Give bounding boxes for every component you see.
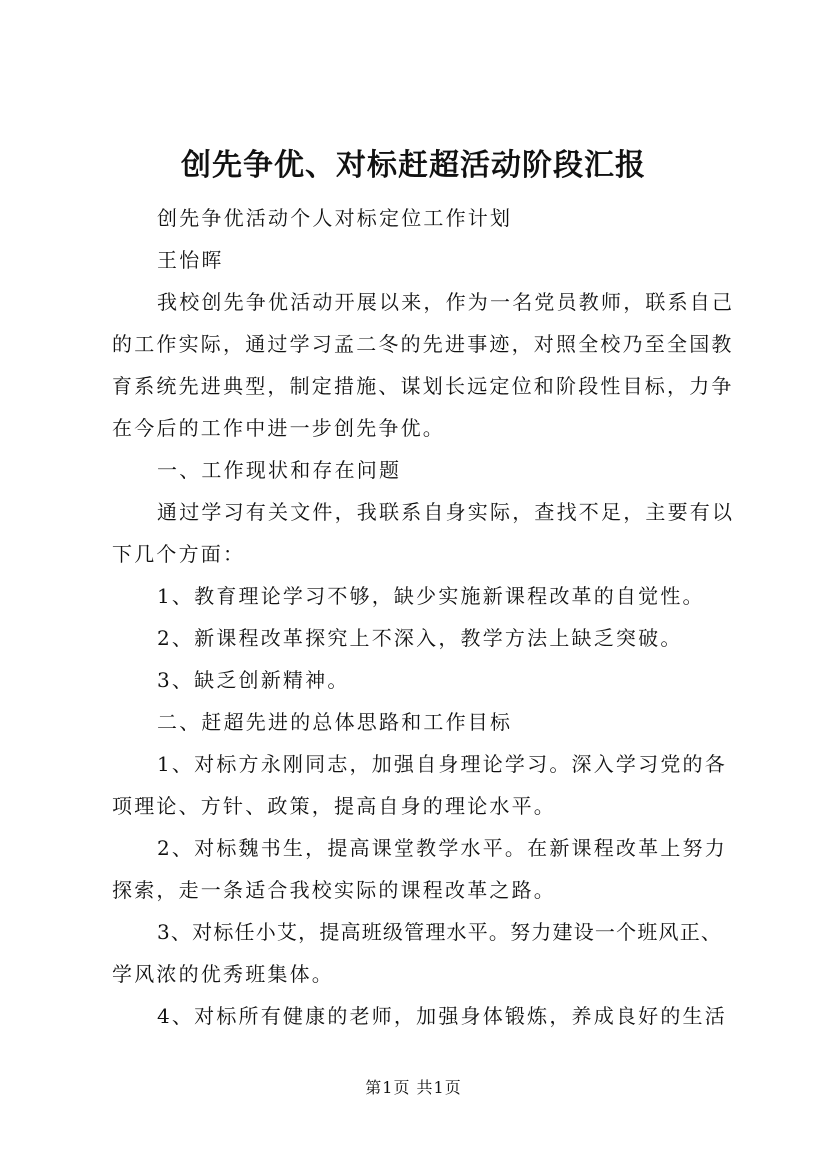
list-item: 2、对标魏书生，提高课堂教学水平。在新课程改革上努力 [157, 836, 727, 860]
paragraph-line: 下几个方面： [112, 542, 246, 566]
section-heading: 二、赶超先进的总体思路和工作目标 [157, 710, 513, 734]
list-item: 2、新课程改革探究上不深入，教学方法上缺乏突破。 [157, 626, 683, 650]
list-item: 1、对标方永刚同志，加强自身理论学习。深入学习党的各 [157, 752, 727, 776]
paragraph-line: 项理论、方针、政策，提高自身的理论水平。 [112, 794, 556, 818]
subtitle-line: 创先争优活动个人对标定位工作计划 [157, 206, 513, 230]
author-line: 王怡晖 [157, 248, 224, 272]
list-item: 3、对标任小艾，提高班级管理水平。努力建设一个班风正、 [157, 920, 723, 944]
list-item: 3、缺乏创新精神。 [157, 668, 350, 692]
document-title: 创先争优、对标赶超活动阶段汇报 [181, 148, 646, 183]
paragraph-line: 探索，走一条适合我校实际的课程改革之路。 [112, 878, 556, 902]
page-footer: 第1页 共1页 [365, 1078, 462, 1097]
list-item: 1、教育理论学习不够，缺少实施新课程改革的自觉性。 [157, 584, 705, 608]
document-body [112, 197, 735, 1037]
paragraph-line: 学风浓的优秀班集体。 [112, 962, 334, 986]
paragraph-line: 我校创先争优活动开展以来，作为一名党员教师，联系自己 [157, 290, 735, 314]
paragraph-line: 通过学习有关文件，我联系自身实际，查找不足，主要有以 [157, 500, 735, 524]
list-item: 4、对标所有健康的老师，加强身体锻炼，养成良好的生活 [157, 1004, 727, 1028]
paragraph-line: 育系统先进典型，制定措施、谋划长远定位和阶段性目标，力争 [112, 374, 734, 398]
paragraph-line: 的工作实际，通过学习孟二冬的先进事迹，对照全校乃至全国教 [112, 332, 734, 356]
section-heading: 一、工作现状和存在问题 [157, 458, 402, 482]
paragraph-line: 在今后的工作中进一步创先争优。 [112, 416, 445, 440]
